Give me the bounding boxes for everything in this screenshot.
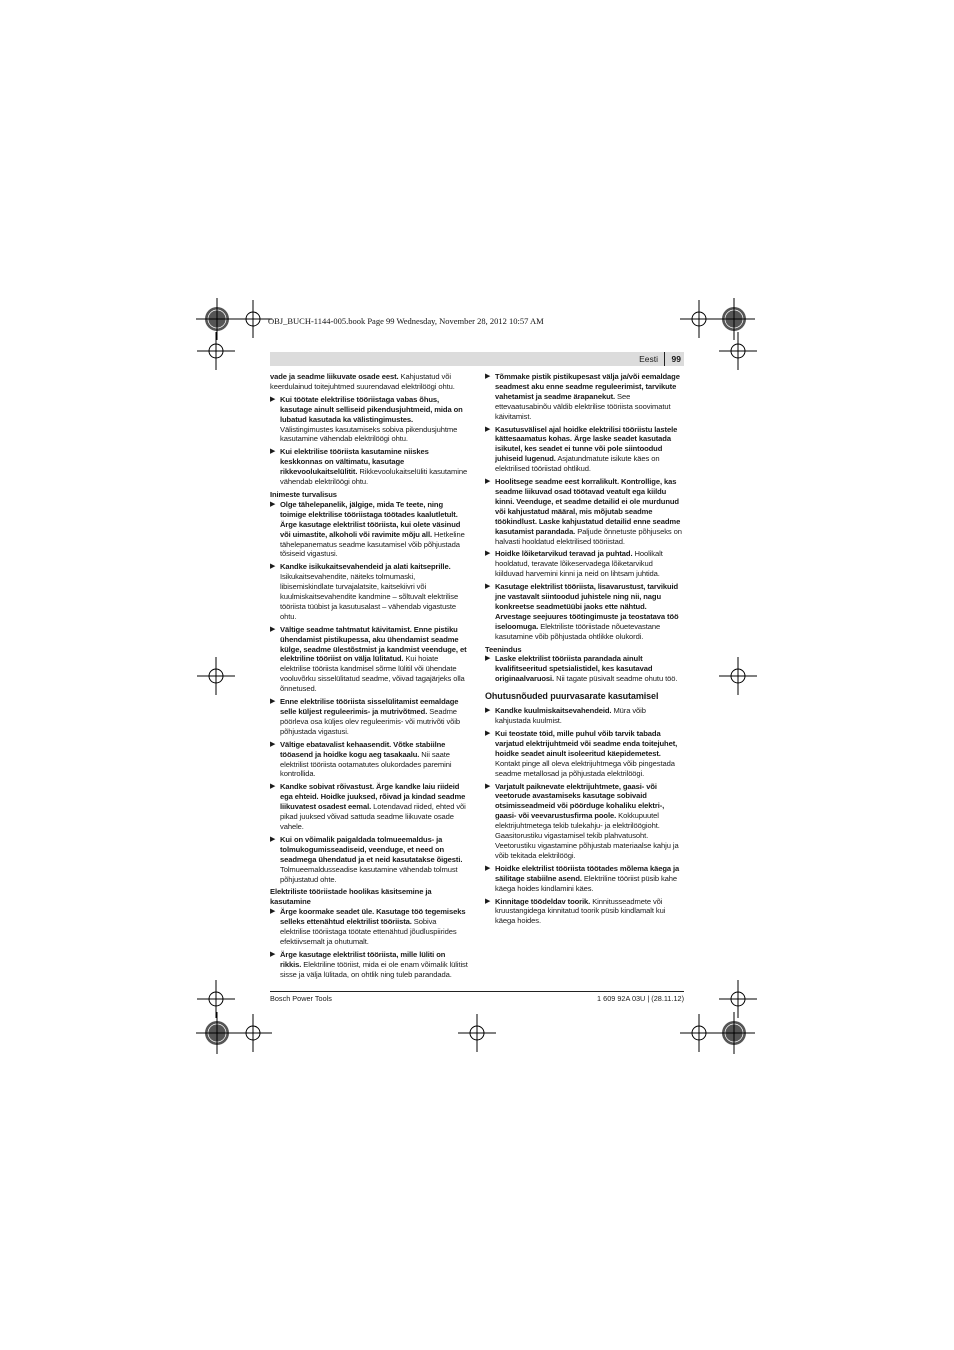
bullet-triangle-icon: ▶ — [485, 897, 491, 905]
section-heading: Ohutusnõuded puurvasarate kasutamisel — [485, 691, 659, 702]
registration-target-icon — [197, 332, 235, 370]
bullet-triangle-icon: ▶ — [270, 395, 276, 403]
list-item: ▶ Kui elektrilise tööriista kasutamine niiskes keskkonnas on vältimatu, kasutage rikkevoolukaitselülitit. Rikkevoolukaitselüliti kasutamine vähendab elektrilöögi ohtu. — [270, 447, 468, 487]
bullet-triangle-icon: ▶ — [485, 655, 491, 663]
header-language: Eesti — [639, 354, 658, 364]
footer-document-code: 1 609 92A 03U | (28.11.12) — [597, 994, 684, 1003]
list-item: ▶ Kui töötate elektrilise tööriistaga vabas õhus, kasutage ainult selliseid pikendusjuhtmeid, mida on lubatud kasutada ka välistingimustes. Välistingimustes kasutamiseks sobiva pikendusjuhtme kasutamine vähendab elektrilöögi ohtu. — [270, 394, 463, 444]
list-item: ▶ Tõmmake pistik pistikupesast välja ja/või eemaldage seadmest aku enne seadme reguleerimist, tarvikute vahetamist ja seadme ärapanekut. See ettevaatusabinõu väldib elektrilise tööriista soovimatut käivitamist. — [485, 372, 680, 421]
bullet-triangle-icon: ▶ — [270, 500, 276, 508]
list-item: ▶ Olge tähelepanelik, jälgige, mida Te teete, ning toimige elektrilise tööriistaga töötades kaalutletult. Ärge kasutage elektrilist tööriista, kui olete väsinud või uimastite, alkoholi või ravimite mõju all. Hetkeline tähelepanematus seadme kasutamisel võib põhjustada tõsiseid vigastusi. — [270, 499, 465, 559]
list-item: ▶ Kinnitage töödeldav toorik. Kinnitusseadmete või kruustangidega kinnitatud toorik püsib kindlamalt kui käega hoides. — [485, 896, 666, 926]
list-item: ▶ Ärge kasutage elektrilist tööriista, mille lüliti on rikkis. Elektriline tööriist, mida ei ole enam võimalik lülitist sisse ja välja lülitada, on ohtlik ning tuleb parandada. — [270, 949, 468, 979]
bullet-triangle-icon: ▶ — [485, 425, 491, 433]
list-item: ▶ Kandke kuulmiskaitsevahendeid. Müra võib kahjustada kuulmist. — [485, 706, 646, 726]
list-item: ▶ Kui teostate töid, mille puhul võib tarvik tabada varjatud elektrijuhtmeid või seadme enda toitejuhet, hoidke seadet ainult isoleeritud käepidemetest. Kontakt pinge all oleva elektrijuhtmega võib pingestada seadme metallosad ja põhjustada elektrilöögi. — [485, 729, 678, 778]
footer-publisher: Bosch Power Tools — [270, 994, 332, 1003]
list-item: ▶ Kasutage elektrilist tööriista, lisavarustust, tarvikuid jne vastavalt siintoodud juhistele ning nii, nagu konkreetse seadmetüübi jaoks ette nähtud. Arvestage seejuures töötingimuste ja teostatava töö iseloomuga. Elektriliste tööriistade nõuetevastane kasutamine võib põhjustada ohtlikke olukordi. — [485, 582, 679, 641]
page-number: 99 — [671, 354, 681, 364]
right-column — [485, 372, 683, 929]
registration-target-icon — [234, 300, 272, 338]
bullet-triangle-icon: ▶ — [485, 864, 491, 872]
registration-target-icon — [234, 1014, 272, 1052]
page-header — [270, 352, 684, 366]
section-heading: Inimeste turvalisus — [270, 489, 337, 499]
registration-target-icon — [719, 657, 757, 695]
list-item: ▶ Hoidke elektrilist tööriista töötades mõlema käega ja säilitage stabiilne asend. Elektriline tööriist püsib kahe käega hoides kindlamini käes. — [485, 863, 680, 893]
bullet-triangle-icon: ▶ — [485, 373, 491, 380]
bullet-triangle-icon: ▶ — [270, 740, 276, 748]
bullet-triangle-icon: ▶ — [485, 583, 491, 591]
bullet-triangle-icon: ▶ — [485, 782, 491, 790]
left-column — [270, 372, 468, 983]
bullet-triangle-icon: ▶ — [270, 698, 276, 706]
section-heading: Teenindus — [485, 644, 522, 654]
bullet-triangle-icon: ▶ — [485, 707, 491, 715]
bullet-triangle-icon: ▶ — [270, 448, 276, 456]
list-item: ▶ Laske elektrilist tööriista parandada ainult kvalifitseeritud spetsialistidel, kes kasutavad originaalvaruosi. Nii tagate püsivalt seadme ohutu töö. — [485, 654, 678, 684]
bullet-triangle-icon: ▶ — [270, 783, 276, 791]
bullet-triangle-icon: ▶ — [485, 478, 491, 486]
footer-rule — [270, 991, 684, 992]
list-item: ▶ Ärge koormake seadet üle. Kasutage töö tegemiseks selleks ettenähtud elektrilist tööriista. Sobiva elektrilise tööriistaga töötate ettenähtud jõudluspiirides efektiivsemalt ja ohutumalt. — [270, 907, 466, 946]
registration-crosshair-icon — [196, 1012, 238, 1054]
bullet-triangle-icon: ▶ — [270, 835, 276, 843]
list-item: ▶ Enne elektrilise tööriista sisselülitamist eemaldage selle küljest reguleerimis- ja mutrivõtmed. Seadme pöörleva osa küljes olev reguleerimis- või mutrivõti võib põhjustada vigastusi. — [270, 697, 461, 736]
list-item: ▶ Vältige seadme tahtmatut käivitamist. Enne pistiku ühendamist pistikupessa, aku ühendamist seadme külge, seadme ülestõstmist ja kandmist veenduge, et elektriline tööriist on välja lülitatud. Kui hoiate elektrilise tööriista kandmisel sõrme lülitil või ühendate vooluvõrku sisselülitatud seadme, võivad tagajärjeks olla õnnetused. — [270, 624, 467, 694]
list-item: ▶ Kandke isikukaitsevahendeid ja alati kaitseprille. Isikukaitsevahendite, näiteks tolmumaski, libisemiskindlate turvajalatsite, kaitsekiivri või kuulmiskaitsevahendite kandmine – sõltuvalt elektrilise tööriista tüübist ja kasutusalast – vähendab vigastuste ohtu. — [270, 562, 459, 621]
list-item: ▶ Vältige ebatavalist kehaasendit. Võtke stabiilne tööasend ja hoidke kogu aeg tasakaalu. Nii saate elektrilist tööriista ootamatutes olukordades paremini kontrollida. — [270, 739, 452, 779]
list-item: ▶ Hoolitsege seadme eest korralikult. Kontrollige, kas seadme liikuvad osad töötavad veatult ega kiildu kinni. Veenduge, et seadme detailid ei ole murdunud või kahjustatud määral, mis mõjutab seadme töökindlust. Laske kahjustatud detailid enne seadme kasutamist parandada. Paljude õnnetuste põhjuseks on halvasti hooldatud elektrilised tööriistad. — [485, 477, 682, 546]
registration-target-icon — [719, 332, 757, 370]
bullet-triangle-icon: ▶ — [485, 550, 491, 558]
bullet-triangle-icon: ▶ — [270, 625, 276, 633]
bullet-triangle-icon: ▶ — [270, 908, 276, 916]
section-heading: Elektriliste tööriistade hoolikas käsitsemine ja kasutamine — [270, 887, 432, 907]
list-item: ▶ Hoidke lõiketarvikud teravad ja puhtad. Hoolikalt hooldatud, teravate lõikeservadega lõiketarvikud kiilduvad harvemini kinni ja neid on lihtsam juhtida. — [485, 549, 663, 579]
list-item: ▶ Kui on võimalik paigaldada tolmueemaldus- ja tolmukogumisseadiseid, veenduge, et need on seadmega ühendatud ja et neid kasutatakse õigesti. Tolmueemaldusseadise kasutamine vähendab tolmust põhjustatud ohte. — [270, 834, 463, 884]
list-item: ▶ Varjatult paiknevate elektrijuhtmete, gaasi- või veetorude avastamiseks kasutage sobivaid otsimisseadmeid või pöörduge kohaliku elektri-, gaasi- või veevarustusfirma poole. Kokkupuutel elektrijuhtmetega tekib tulekahju- ja elektrilöögioht. Gaasitorustiku vigastamisel tekib plahvatusoht. Veetorustiku vigastamine põhjustab materiaalse kahju ja võib tekitada elektrilöögi. — [485, 781, 679, 860]
registration-target-icon — [458, 1014, 496, 1052]
print-slug: OBJ_BUCH-1144-005.book Page 99 Wednesday, November 28, 2012 10:57 AM — [268, 316, 544, 326]
continued-paragraph: vade ja seadme liikuvate osade eest. Kahjustatud või keerdulainud toitejuhtmed suurendavad elektrilöögi ohtu. — [270, 372, 455, 391]
bullet-triangle-icon: ▶ — [270, 563, 276, 571]
bullet-triangle-icon: ▶ — [270, 950, 276, 958]
header-divider — [664, 352, 665, 366]
list-item: ▶ Kandke sobivat rõivastust. Ärge kandke laiu riideid ega ehteid. Hoidke juuksed, rõivad ja kindad seadme liikuvatest osadest eemal. Lotendavad riided, ehted või pikad juuksed võivad sattuda seadme liikuvate osade vahele. — [270, 782, 466, 831]
registration-target-icon — [197, 657, 235, 695]
list-item: ▶ Kasutusvälisel ajal hoidke elektrilisi tööriistu lastele kättesaamatus kohas. Ärge laske seadet kasutada isikutel, kes seadet ei tunne või pole siintoodud juhiseid lugenud. Asjatundmatute isikute käes on elektrilised tööriistad ohtlikud. — [485, 424, 678, 474]
bullet-triangle-icon: ▶ — [485, 730, 491, 737]
registration-crosshair-icon — [713, 1012, 755, 1054]
